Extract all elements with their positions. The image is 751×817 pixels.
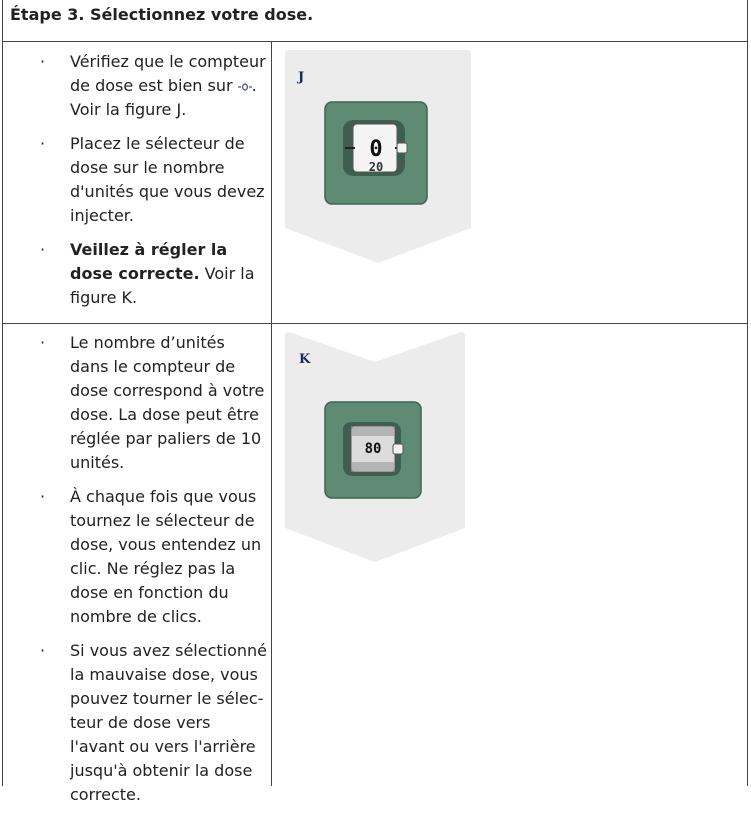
column-divider xyxy=(271,42,272,324)
row2-instructions xyxy=(3,331,271,817)
bullet: · xyxy=(40,333,46,352)
bullet: · xyxy=(40,641,46,660)
dosage-table xyxy=(2,0,748,804)
dial-value-top: 0 xyxy=(369,137,383,162)
column-divider xyxy=(271,323,272,786)
dial-value: 80 xyxy=(364,441,382,457)
dose-zero-icon xyxy=(238,83,252,91)
dial-value-bottom: 20 xyxy=(368,160,384,174)
row1-instructions xyxy=(3,50,271,320)
list-item xyxy=(3,639,271,807)
step-title: Étape 3. Sélectionnez votre dose. xyxy=(10,5,314,24)
list-item xyxy=(3,331,271,475)
item-text: À chaque fois que vous tournez le sélecteur de dose, vous entendez un clic. Ne réglez pas la dose en fonction du nombre de clics. xyxy=(70,487,262,626)
bullet: · xyxy=(40,487,46,506)
item-text: Le nombre d’unités dans le compteur de dose correspond à votre dose. La dose peut être réglée par paliers de 10 unités. xyxy=(70,333,265,472)
list-item xyxy=(3,132,271,228)
figure-k-label: K xyxy=(299,352,311,367)
figure-j-label: J xyxy=(298,70,305,85)
bullet: · xyxy=(40,134,46,153)
list-item xyxy=(3,238,271,310)
row-divider xyxy=(3,323,747,324)
item-text: Voir la figure K. xyxy=(70,264,255,307)
bullet: · xyxy=(40,52,46,71)
item-text: Si vous avez sélectionné la mauvaise dose, vous pouvez tourner le sélec-teur de dose vers l'avant ou vers l'arrière jusqu'à obtenir la dose correcte. xyxy=(70,641,268,804)
table-header xyxy=(3,0,747,42)
figure-k xyxy=(285,332,465,564)
item-bold-text: Veillez à régler la dose correcte. xyxy=(70,240,228,283)
list-item xyxy=(3,50,271,122)
bullet: · xyxy=(40,240,46,259)
item-text: Vérifiez que le compteur de dose est bien sur xyxy=(70,52,266,95)
figure-j xyxy=(285,50,471,265)
item-text: Placez le sélecteur de dose sur le nombre d'unités que vous devez injecter. xyxy=(70,134,265,225)
list-item xyxy=(3,485,271,629)
item-text: . Voir la figure J. xyxy=(70,76,257,119)
